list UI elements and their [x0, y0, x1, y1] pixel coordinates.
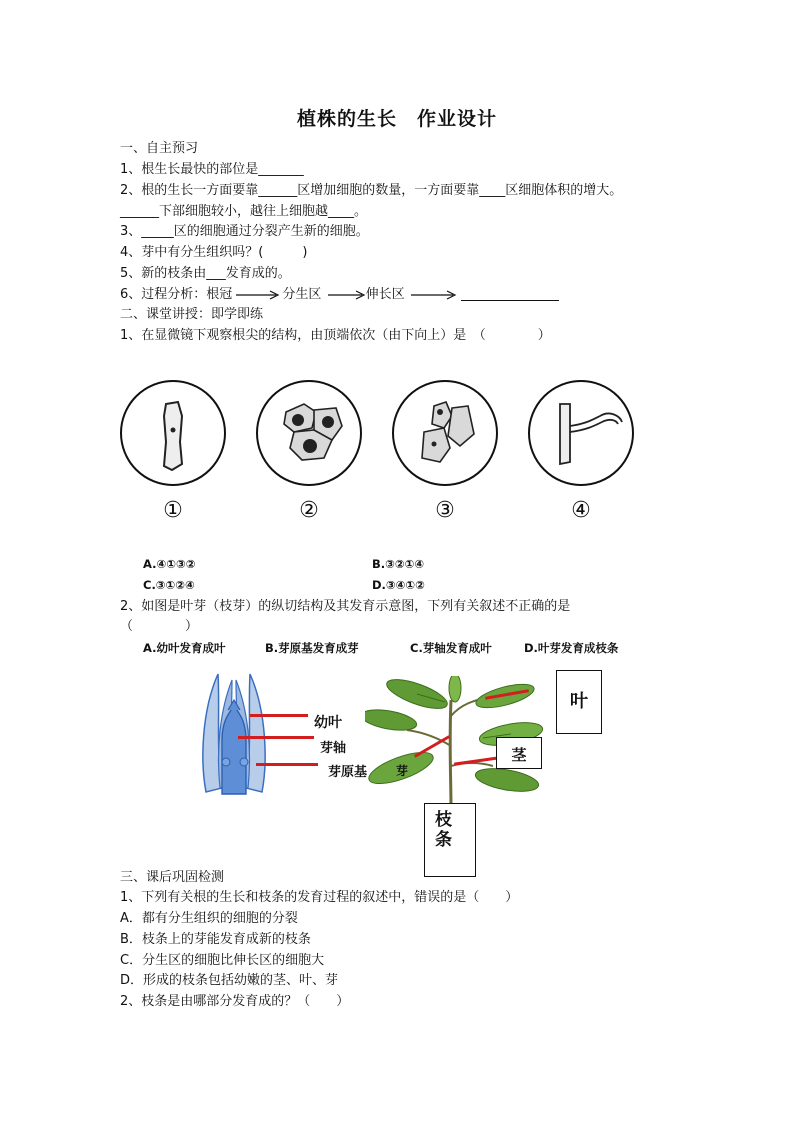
arrow-right-icon — [409, 289, 457, 301]
s2-q2-option-d: D.叶芽发育成枝条 — [524, 641, 619, 655]
circle-label-3: ③ — [435, 498, 455, 523]
label-line-bud-primordium — [256, 763, 318, 766]
q6-prefix: 6、过程分析：根冠 — [120, 287, 233, 302]
label-branch-line2: 条 — [435, 830, 452, 850]
label-stem: 茎 — [511, 746, 527, 764]
label-branch-line1: 枝 — [435, 810, 452, 830]
root-hair-cell-drawing — [530, 382, 632, 484]
s3-q1-option-b: B．枝条上的芽能发育成新的枝条 — [120, 932, 311, 947]
s3-q1-option-c: C．分生区的细胞比伸长区的细胞大 — [120, 953, 325, 968]
s2-q2-option-a: A.幼叶发育成叶 — [143, 641, 226, 655]
s1-question-6 — [120, 287, 559, 303]
root-cell-circle-3 — [392, 380, 498, 486]
s1-question-2b: ______下部细胞较小，越往上细胞越____。 — [120, 204, 368, 219]
s1-question-2a: 2、根的生长一方面要靠______区增加细胞的数量，一方面要靠____区细胞体积的增大。 — [120, 183, 623, 198]
label-bud-axis: 芽轴 — [320, 741, 347, 756]
label-line-young-leaf — [250, 714, 308, 717]
label-young-leaf: 幼叶 — [314, 715, 342, 731]
section3-heading: 三、课后巩固检测 — [120, 870, 225, 885]
meristem-cell-drawing — [258, 382, 360, 484]
s3-q1-option-d: D．形成的枝条包括幼嫩的茎、叶、芽 — [120, 973, 339, 988]
root-cell-circle-4 — [528, 380, 634, 486]
q6-answer-blank — [461, 288, 559, 301]
circle-label-1: ① — [163, 498, 183, 523]
s2-q1-option-b: B.③②①④ — [372, 557, 425, 571]
section1-heading: 一、自主预习 — [120, 141, 199, 156]
s2-question-2b: （ ） — [120, 619, 199, 634]
s3-question-2: 2、枝条是由哪部分发育成的？（ ） — [120, 994, 350, 1009]
q6-step-1: 分生区 — [282, 287, 322, 302]
label-bud-primordium: 芽原基 — [328, 765, 368, 780]
s2-q1-option-d: D.③④①② — [372, 578, 425, 592]
leaf-bud-section-drawing — [198, 670, 270, 800]
branch-label-box — [424, 803, 476, 877]
s2-q2-option-c: C.芽轴发育成叶 — [410, 641, 492, 655]
circle-label-2: ② — [299, 498, 319, 523]
label-bud: 芽 — [396, 764, 409, 778]
circle-label-4: ④ — [571, 498, 591, 523]
label-leaf: 叶 — [570, 691, 588, 712]
label-line-bud-axis — [238, 736, 314, 739]
label-branch — [435, 810, 475, 850]
root-cap-cell-drawing — [122, 382, 224, 484]
elongation-cell-drawing — [394, 382, 496, 484]
s3-question-1: 1、下列有关根的生长和枝条的发育过程的叙述中，错误的是（ ） — [120, 890, 519, 905]
q6-step-2: 伸长区 — [365, 287, 405, 302]
s1-question-1: 1、根生长最快的部位是_______ — [120, 162, 304, 177]
section2-heading: 二、课堂讲授：即学即练 — [120, 307, 264, 322]
arrow-right-icon — [326, 289, 366, 301]
s1-question-3: 3、_____区的细胞通过分裂产生新的细胞。 — [120, 224, 369, 239]
page-title: 植株的生长 作业设计 — [296, 108, 497, 130]
leaf-label-box — [556, 670, 602, 734]
s2-q1-option-a: A.④①③② — [143, 557, 196, 571]
s2-q2-option-b: B.芽原基发育成芽 — [265, 641, 359, 655]
arrow-right-icon — [236, 289, 282, 301]
s1-question-4: 4、芽中有分生组织吗？( ) — [120, 245, 308, 260]
stem-label-box — [496, 737, 542, 769]
s3-q1-option-a: A．都有分生组织的细胞的分裂 — [120, 911, 298, 926]
s2-question-2a: 2、如图是叶芽（枝芽）的纵切结构及其发育示意图，下列有关叙述不正确的是 — [120, 599, 571, 614]
s1-question-5: 5、新的枝条由___发育成的。 — [120, 266, 291, 281]
root-cell-circle-1 — [120, 380, 226, 486]
s2-question-1: 1、在显微镜下观察根尖的结构，由顶端依次（由下向上）是 （ ） — [120, 328, 551, 343]
root-cell-circle-2 — [256, 380, 362, 486]
s2-q1-option-c: C.③①②④ — [143, 578, 195, 592]
